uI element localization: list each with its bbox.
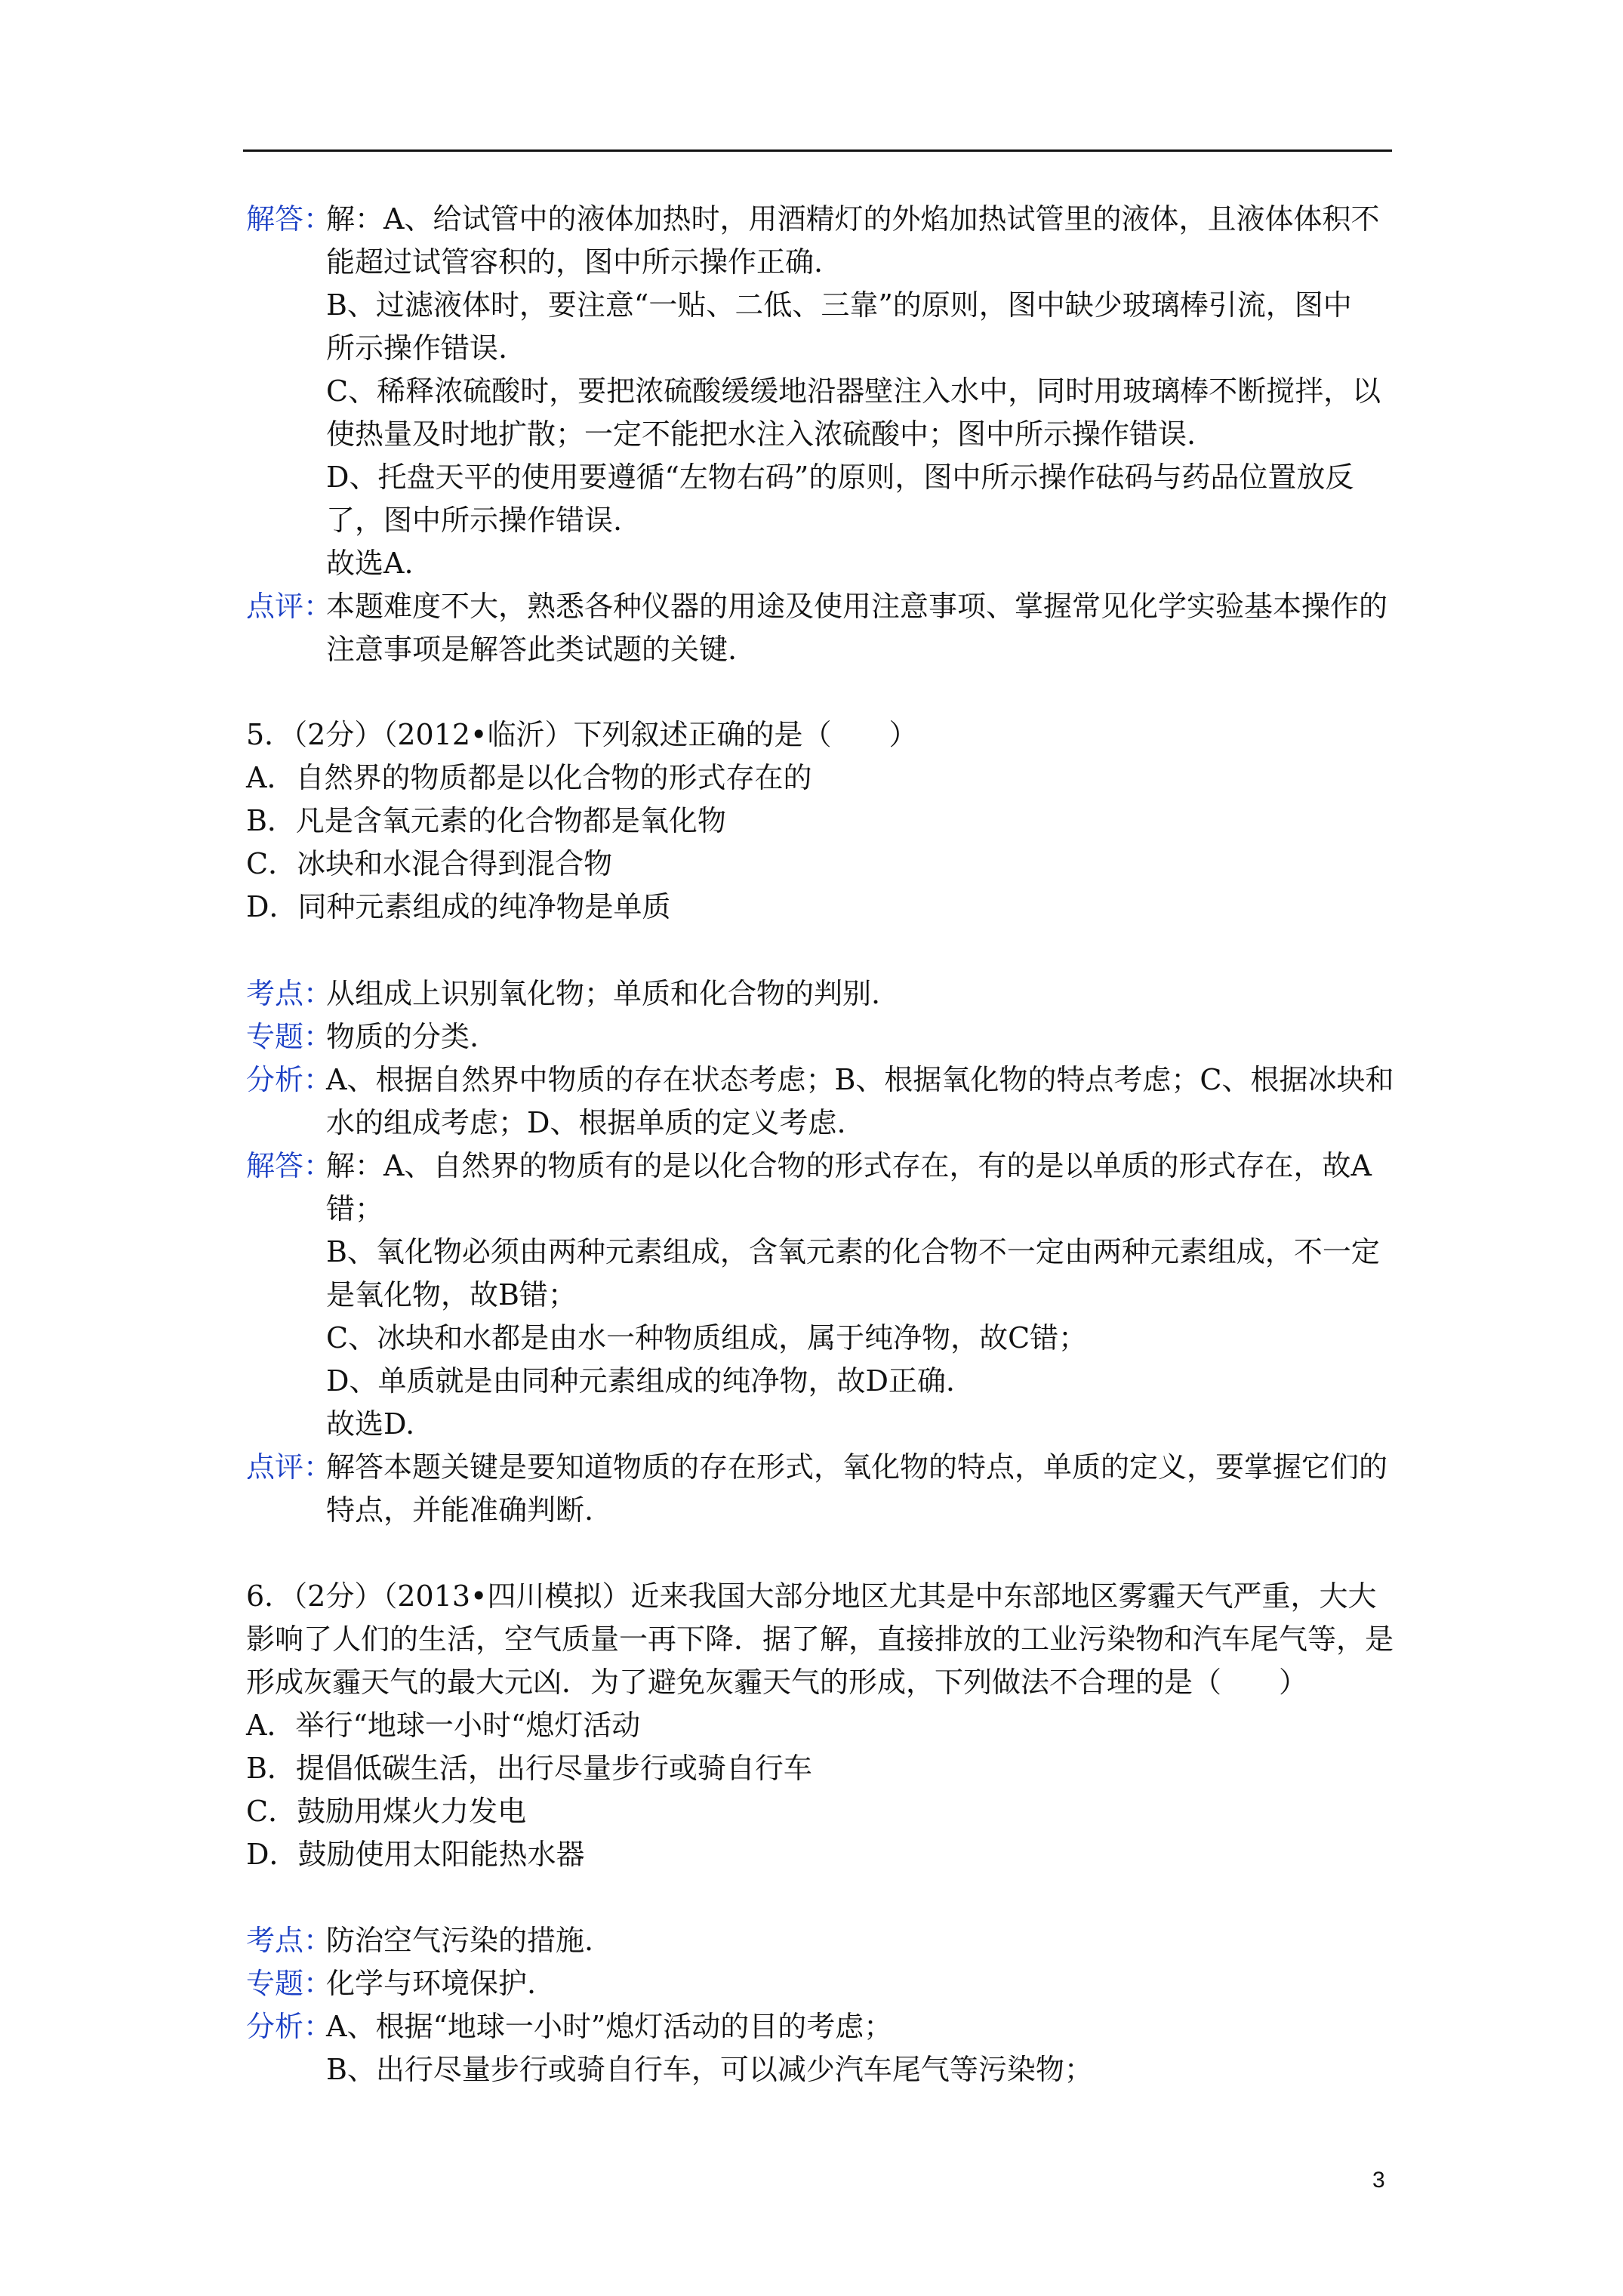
answer-line: 了，图中所示操作错误. [326, 504, 623, 537]
answer-line: 故选A. [326, 547, 414, 580]
topic-label: 专题： [246, 1020, 333, 1053]
answer-line: D、单质就是由同种元素组成的纯净物，故D正确. [326, 1364, 956, 1398]
answer-line: 所示操作错误. [326, 331, 508, 365]
page-number: 3 [1372, 2168, 1385, 2193]
comment-line: 注意事项是解答此类试题的关键. [326, 633, 738, 666]
answer-line: 是氧化物，故B错； [326, 1278, 577, 1311]
question-stem: 影响了人们的生活，空气质量一再下降．据了解，直接排放的工业污染物和汽车尾气等，是 [246, 1623, 1394, 1656]
option-d: D．鼓励使用太阳能热水器 [246, 1838, 585, 1871]
topic-label: 专题： [246, 1967, 333, 2000]
analysis-line: A、根据自然界中物质的存在状态考虑；B、根据氧化物的特点考虑；C、根据冰块和 [326, 1063, 1394, 1096]
analysis-line: B、出行尽量步行或骑自行车，可以减少汽车尾气等污染物； [326, 2053, 1093, 2086]
option-b: B．提倡低碳生活，出行尽量步行或骑自行车 [246, 1752, 812, 1785]
question-stem: 5．（2分）（2012•临沂）下列叙述正确的是（ ） [246, 718, 918, 751]
question-stem: 6．（2分）（2013•四川模拟）近来我国大部分地区尤其是中东部地区雾霾天气严重，大大 [246, 1579, 1377, 1613]
answer-line: 解：A、给试管中的液体加热时，用酒精灯的外焰加热试管里的液体，且液体体积不 [326, 202, 1380, 236]
option-b: B．凡是含氧元素的化合物都是氧化物 [246, 804, 726, 837]
option-d: D．同种元素组成的纯净物是单质 [246, 890, 671, 923]
analysis-label: 分析： [246, 2010, 333, 2043]
answer-line: 能超过试管容积的，图中所示操作正确. [326, 245, 824, 279]
analysis-label: 分析： [246, 1063, 333, 1096]
topic-text: 物质的分类. [326, 1020, 479, 1053]
answer-line: C、稀释浓硫酸时，要把浓硫酸缓缓地沿器壁注入水中，同时用玻璃棒不断搅拌，以 [326, 374, 1381, 408]
analysis-line: 水的组成考虑；D、根据单质的定义考虑. [326, 1106, 846, 1139]
option-a: A．举行“地球一小时“熄灯活动 [246, 1709, 641, 1742]
comment-line: 特点，并能准确判断. [326, 1493, 594, 1527]
analysis-line: A、根据“地球一小时”熄灯活动的目的考虑； [326, 2010, 893, 2043]
header-rule [243, 149, 1392, 152]
comment-label: 点评： [246, 1450, 333, 1484]
answer-line: 错； [326, 1192, 384, 1225]
answer-line: 解：A、自然界的物质有的是以化合物的形式存在，有的是以单质的形式存在，故A [326, 1149, 1372, 1182]
point-text: 防治空气污染的措施. [326, 1924, 594, 1957]
option-c: C．冰块和水混合得到混合物 [246, 847, 613, 880]
topic-text: 化学与环境保护. [326, 1967, 537, 2000]
answer-line: C、冰块和水都是由水一种物质组成，属于纯净物，故C错； [326, 1321, 1088, 1354]
point-label: 考点： [246, 1924, 333, 1957]
answer-line: 故选D. [326, 1407, 415, 1441]
option-c: C．鼓励用煤火力发电 [246, 1795, 527, 1828]
comment-label: 点评： [246, 590, 333, 623]
question-stem: 形成灰霾天气的最大元凶．为了避免灰霾天气的形成，下列做法不合理的是（ ） [246, 1666, 1308, 1699]
comment-line: 解答本题关键是要知道物质的存在形式，氧化物的特点，单质的定义，要掌握它们的 [326, 1450, 1388, 1484]
answer-line: D、托盘天平的使用要遵循“左物右码”的原则，图中所示操作砝码与药品位置放反 [326, 461, 1354, 494]
comment-line: 本题难度不大，熟悉各种仪器的用途及使用注意事项、掌握常见化学实验基本操作的 [326, 590, 1388, 623]
answer-line: B、过滤液体时，要注意“一贴、二低、三靠”的原则，图中缺少玻璃棒引流，图中 [326, 288, 1352, 322]
option-a: A．自然界的物质都是以化合物的形式存在的 [246, 761, 812, 794]
answer-label: 解答： [246, 202, 333, 236]
point-label: 考点： [246, 977, 333, 1010]
answer-line: B、氧化物必须由两种元素组成，含氧元素的化合物不一定由两种元素组成，不一定 [326, 1235, 1380, 1268]
point-text: 从组成上识别氧化物；单质和化合物的判别. [326, 977, 881, 1010]
answer-label: 解答： [246, 1149, 333, 1182]
answer-line: 使热量及时地扩散；一定不能把水注入浓硫酸中；图中所示操作错误. [326, 418, 1196, 451]
